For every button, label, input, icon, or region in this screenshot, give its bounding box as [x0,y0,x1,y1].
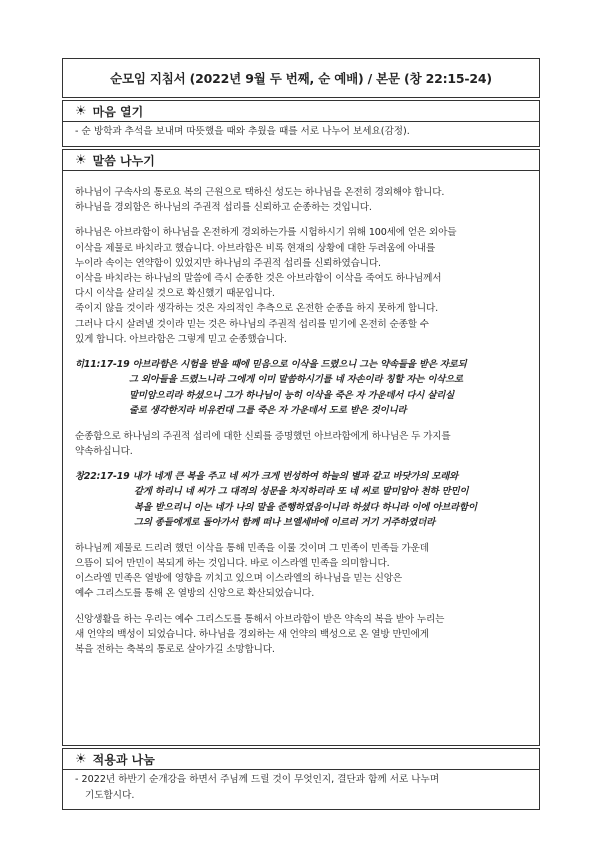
paragraph-1: 하나님이 구속사의 통로요 복의 근원으로 택하신 성도는 하나님을 온전히 경외해야 합니다. 하나님을 경외함은 하나님의 주권적 섭리를 신뢰하고 순종하는 것입니다. [75,187,445,214]
sun-icon: ☀ [75,103,87,119]
section-body-word [62,171,540,746]
paragraph-2: 하나님은 아브라함이 하나님을 온전하게 경외하는가를 시험하시기 위해 100세에 얻은 외아들 이삭을 제물로 바치라고 했습니다. 아브라함은 비록 현재의 상황에 대한 두려움에 아내를 누이라 속이는 연약함이 있었지만 하나님의 주권적 섭리를 신뢰하였습니다. 이삭을 바치라는 하나님의 말씀에 즉시 순종한 것은 아브라함이 이삭을 죽여도 하나님께서 다시 이삭을 살리실 것으로 확신했기 때문입니다. 죽이지 않을 것이라 생각하는 것은 자의적인 추측으로 온전한 순종을 하지 못하게 합니다. 그러나 다시 살려낼 것이라 믿는 것은 하나님의 주권적 섭리를 믿기에 온전히 순종할 수 있게 합니다. 아브라함은 그렇게 믿고 순종했습니다. [75,227,457,345]
sun-icon: ☀ [75,152,87,168]
section-heading-word [62,149,540,171]
section-body-opening [62,122,540,147]
apply-line-1: - 2022년 하반기 순개강을 하면서 주님께 드릴 것이 무엇인지, 결단과 함께 서로 나누며 [75,774,440,785]
paragraph-5: 신앙생활을 하는 우리는 예수 그리스도를 통해서 아브라함이 받은 약속의 복을 받아 누리는 새 언약의 백성이 되었습니다. 하나님을 경외하는 새 언약의 백성으로 온 열방 만민에게 복을 전하는 축복의 통로로 살아가길 소망합니다. [75,613,445,655]
section-heading-opening [62,100,540,122]
scripture-quote-hebrews: 히11:17-19 아브라함은 시험을 받을 때에 믿음으로 이삭을 드렸으니 그는 약속들을 받은 자로되 그 외아들을 드렸느니라 그에게 이미 말씀하시기를 네 자손이라 칭할 자는 이삭으로 말미암으리라 하셨으니 그가 하나님이 능히 이삭을 죽은 자 가운데서 다시 살리실 줄로 생각한지라 비유컨대 그를 죽은 자 가운데서 도로 받은 것이니라 [75,359,467,417]
section-heading-apply [62,748,540,770]
paragraph-4: 하나님께 제물로 드리려 했던 이삭을 통해 민족을 이룰 것이며 그 민족이 민족들 가운데 으뜸이 되어 만민이 복되게 하는 것입니다. 바로 이스라엘 민족을 의미합니다. 이스라엘 민족은 열방에 영향을 끼치고 있으며 이스라엘의 하나님을 믿는 신앙은 예수 그리스도를 통해 온 열방의 신앙으로 확산되었습니다. [75,542,429,600]
scripture-quote-genesis: 창22:17-19 내가 네게 큰 복을 주고 네 씨가 크게 번성하여 하늘의 별과 같고 바닷가의 모래와 같게 하리니 네 씨가 그 대적의 성문을 차지하리라 또 네 씨로 말미암아 천하 만민이 복을 받으리니 이는 네가 나의 말을 준행하였음이니라 하셨다 하니라 이에 아브라함이 그의 종들에게로 돌아가서 함께 떠나 브엘세바에 이르러 거기 거주하였더라 [75,471,477,529]
section-body-apply [62,770,540,810]
document-title [62,58,540,98]
heading-apply: 적용과 나눔 [92,752,155,767]
paragraph-3: 순종함으로 하나님의 주권적 섭리에 대한 신뢰를 증명했던 아브라함에게 하나님은 두 가지를 약속하십니다. [75,430,451,457]
sun-icon: ☀ [75,751,87,767]
opening-text: - 순 방학과 추석을 보내며 따뜻했을 때와 추웠을 때를 서로 나누어 보세요(감정). [75,126,410,137]
apply-line-2: 기도합시다. [85,790,135,801]
heading-word: 말씀 나누기 [92,153,155,168]
heading-opening: 마음 열기 [92,104,144,119]
title-text: 순모임 지침서 (2022년 9월 두 번째, 순 예배) / 본문 (창 22:15-24) [110,71,492,86]
document-page [62,58,540,810]
